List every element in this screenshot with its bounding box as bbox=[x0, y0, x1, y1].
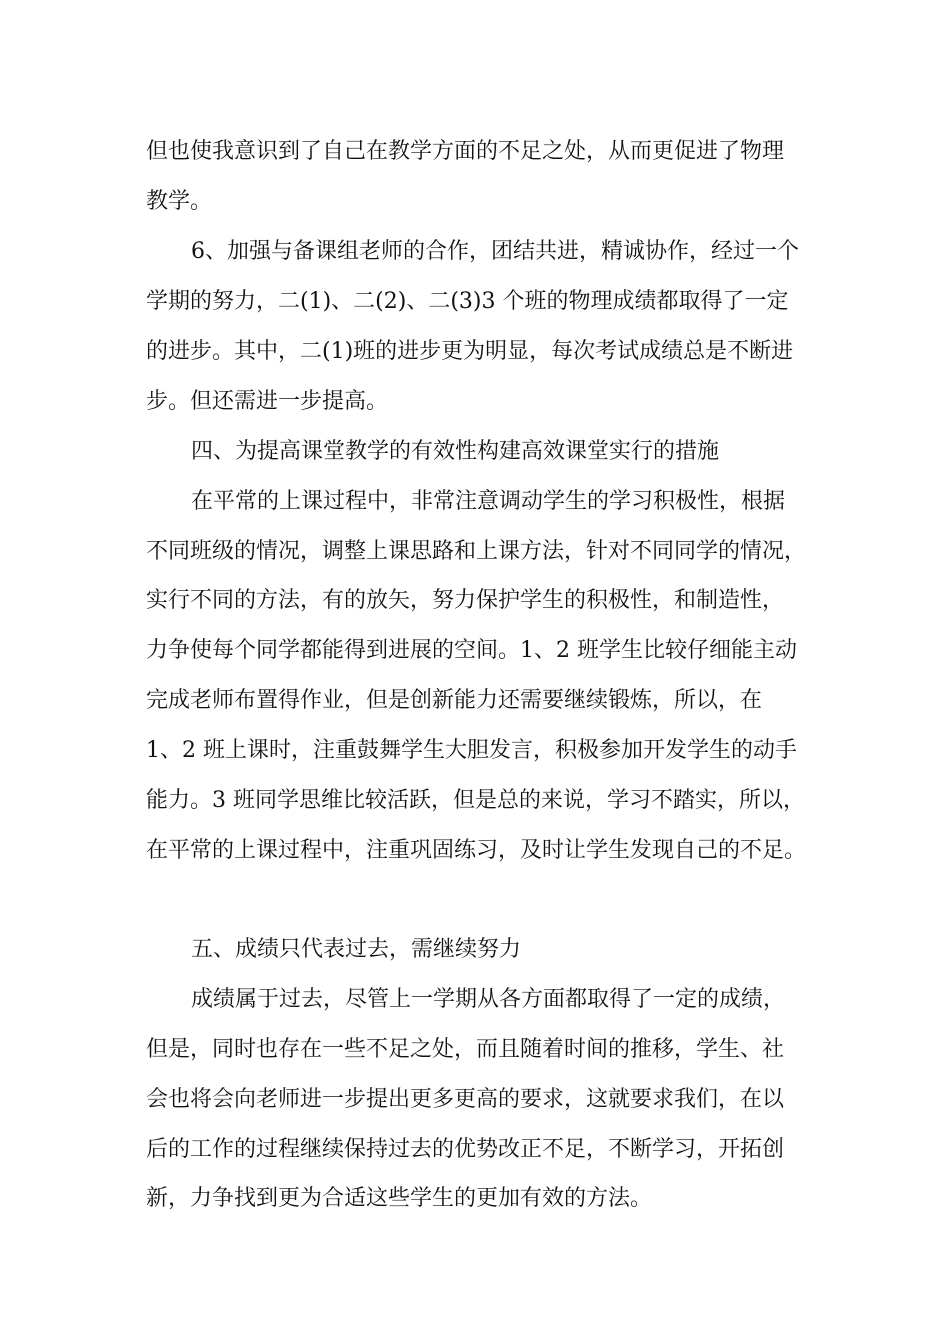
text-line: 步。但还需进一步提高。 bbox=[146, 389, 389, 414]
text-line: 的进步。其中，二(1)班的进步更为明显，每次考试成绩总是不断进 bbox=[146, 339, 794, 364]
section-heading: 五、成绩只代表过去，需继续努力 bbox=[191, 937, 522, 962]
text-line: 后的工作的过程继续保持过去的优势改正不足，不断学习，开拓创 bbox=[146, 1137, 785, 1162]
text-line: 在平常的上课过程中，非常注意调动学生的学习积极性，根据 bbox=[191, 489, 786, 514]
text-line: 成绩属于过去，尽管上一学期从各方面都取得了一定的成绩， bbox=[191, 987, 786, 1012]
text-line: 教学。 bbox=[146, 189, 213, 214]
text-line: 但也使我意识到了自己在教学方面的不足之处，从而更促进了物理 bbox=[146, 139, 785, 164]
text-line: 能力。3 班同学思维比较活跃，但是总的来说，学习不踏实，所以， bbox=[146, 788, 805, 813]
text-line: 但是，同时也存在一些不足之处，而且随着时间的推移，学生、社 bbox=[146, 1037, 785, 1062]
text-line: 力争使每个同学都能得到进展的空间。1、2 班学生比较仔细能主动 bbox=[146, 638, 797, 663]
text-line: 实行不同的方法，有的放矢，努力保护学生的积极性，和制造性， bbox=[146, 588, 785, 613]
text-line: 6、加强与备课组老师的合作，团结共进，精诚协作，经过一个 bbox=[191, 239, 799, 264]
text-line: 会也将会向老师进一步提出更多更高的要求，这就要求我们，在以 bbox=[146, 1087, 785, 1112]
text-line: 学期的努力，二(1)、二(2)、二(3)3 个班的物理成绩都取得了一定 bbox=[146, 289, 789, 314]
text-line: 1、2 班上课时，注重鼓舞学生大胆发言，积极参加开发学生的动手 bbox=[146, 738, 797, 763]
text-line: 新，力争找到更为合适这些学生的更加有效的方法。 bbox=[146, 1186, 653, 1211]
text-line: 不同班级的情况，调整上课思路和上课方法，针对不同同学的情况， bbox=[146, 539, 807, 564]
section-heading: 四、为提高课堂教学的有效性构建高效课堂实行的措施 bbox=[191, 439, 720, 464]
text-line: 完成老师布置得作业，但是创新能力还需要继续锻炼，所以，在 bbox=[146, 688, 763, 713]
text-line: 在平常的上课过程中，注重巩固练习，及时让学生发现自己的不足。 bbox=[146, 838, 807, 863]
